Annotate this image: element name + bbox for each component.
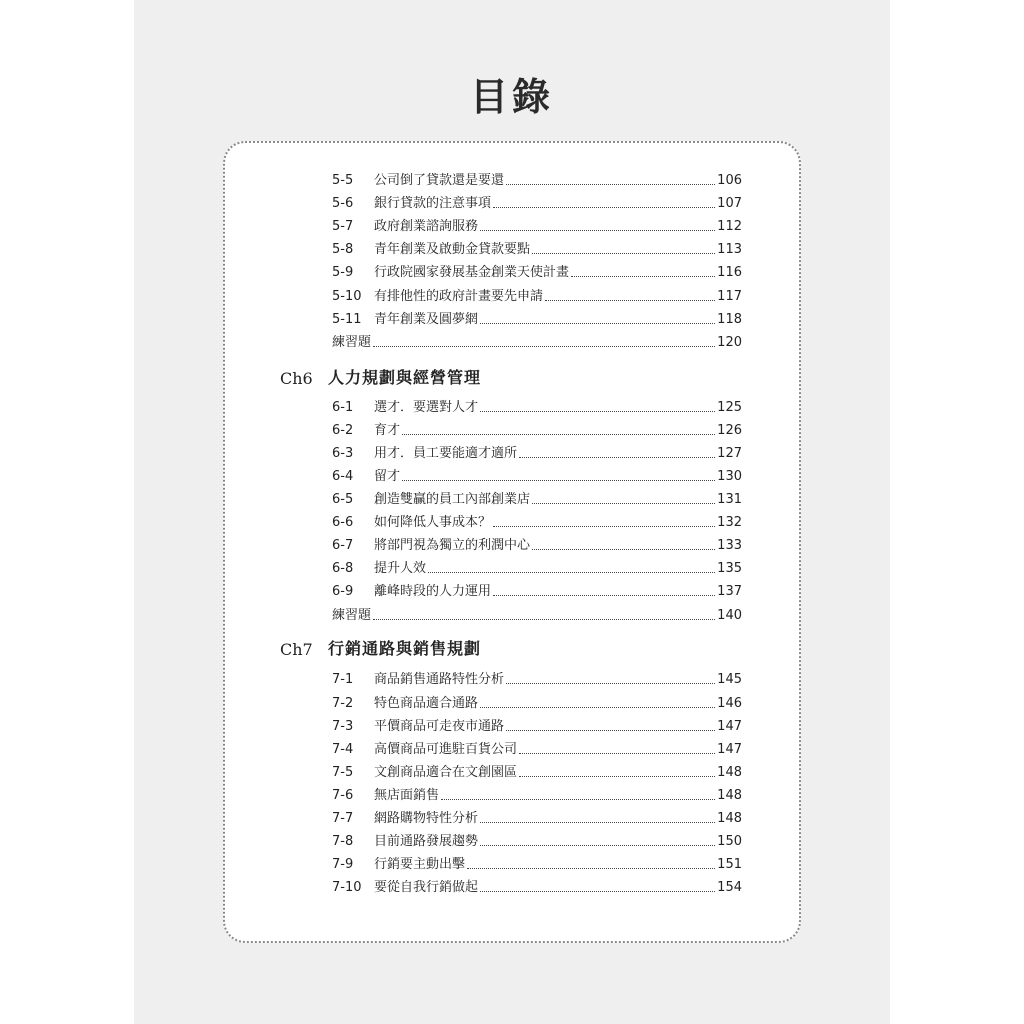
dot-leader <box>480 890 715 892</box>
dot-leader <box>506 682 715 684</box>
entry-page-number: 148 <box>717 811 742 826</box>
toc-entry[interactable] <box>332 602 742 624</box>
entry-title: 行政院國家發展基金創業天使計畫 <box>374 265 570 280</box>
dot-leader <box>441 798 715 800</box>
entry-title: 商品銷售通路特性分析 <box>374 672 505 687</box>
entry-number: 7-6 <box>332 788 354 803</box>
entry-number: 6-2 <box>332 423 354 438</box>
entry-title: 練習題 <box>332 608 372 623</box>
entry-page-number: 146 <box>717 696 742 711</box>
chapter-title: 行銷通路與銷售規劃 <box>328 639 482 658</box>
toc-entry[interactable] <box>332 190 742 212</box>
toc-entry[interactable] <box>332 213 742 235</box>
entry-number: 6-6 <box>332 515 354 530</box>
toc-entry[interactable] <box>332 805 742 827</box>
entry-number: 7-4 <box>332 742 354 757</box>
entry-title: 青年創業及圓夢網 <box>374 312 479 327</box>
dot-leader <box>519 775 715 777</box>
entry-number: 7-5 <box>332 765 354 780</box>
entry-number: 7-1 <box>332 672 354 687</box>
entry-title: 育才 <box>374 423 401 438</box>
entry-title: 留才 <box>374 469 401 484</box>
toc-entry[interactable] <box>332 329 742 351</box>
entry-page-number: 154 <box>717 880 742 895</box>
entry-title: 平價商品可走夜市通路 <box>374 719 505 734</box>
entry-number: 5-9 <box>332 265 354 280</box>
entry-page-number: 120 <box>717 335 742 350</box>
entry-page-number: 145 <box>717 672 742 687</box>
dot-leader <box>532 548 715 550</box>
dot-leader <box>493 594 715 596</box>
entry-number: 5-11 <box>332 312 362 327</box>
toc-entry[interactable] <box>332 759 742 781</box>
dot-leader <box>493 206 715 208</box>
dot-leader <box>402 433 715 435</box>
entry-title: 政府創業諮詢服務 <box>374 219 479 234</box>
entry-page-number: 113 <box>717 242 742 257</box>
entry-title: 文創商品適合在文創園區 <box>374 765 518 780</box>
entry-title: 如何降低人事成本？ <box>374 515 492 530</box>
entry-page-number: 147 <box>717 719 742 734</box>
entry-number: 5-5 <box>332 173 354 188</box>
entry-number: 6-1 <box>332 400 354 415</box>
entry-title: 無店面銷售 <box>374 788 440 803</box>
dot-leader <box>480 844 715 846</box>
entry-title: 行銷要主動出擊 <box>374 857 466 872</box>
entry-page-number: 117 <box>717 289 742 304</box>
dot-leader <box>519 752 715 754</box>
dot-leader <box>519 456 715 458</box>
entry-title: 特色商品適合通路 <box>374 696 479 711</box>
entry-page-number: 133 <box>717 538 742 553</box>
entry-title: 青年創業及啟動金貸款要點 <box>374 242 531 257</box>
entry-page-number: 106 <box>717 173 742 188</box>
chapter-title: 人力規劃與經營管理 <box>328 368 482 387</box>
toc-entry[interactable] <box>332 259 742 281</box>
toc-entry[interactable] <box>332 283 742 305</box>
entry-page-number: 150 <box>717 834 742 849</box>
dot-leader <box>480 821 715 823</box>
entry-number: 6-9 <box>332 584 354 599</box>
entry-number: 5-8 <box>332 242 354 257</box>
dot-leader <box>373 345 715 347</box>
dot-leader <box>402 479 715 481</box>
entry-number: 7-2 <box>332 696 354 711</box>
entry-title: 練習題 <box>332 335 372 350</box>
entry-page-number: 125 <box>717 400 742 415</box>
entry-title: 要從自我行銷做起 <box>374 880 479 895</box>
dot-leader <box>428 571 715 573</box>
toc-entry[interactable] <box>332 828 742 850</box>
toc-entry[interactable] <box>332 417 742 439</box>
dot-leader <box>480 322 715 324</box>
entry-number: 6-5 <box>332 492 354 507</box>
document-page <box>134 0 890 1024</box>
toc-entry[interactable] <box>332 394 742 416</box>
entry-page-number: 140 <box>717 608 742 623</box>
entry-number: 7-9 <box>332 857 354 872</box>
dot-leader <box>545 299 715 301</box>
toc-entry[interactable] <box>332 713 742 735</box>
dot-leader <box>532 502 715 504</box>
toc-entry[interactable] <box>332 167 742 189</box>
entry-title: 用才．員工要能適才適所 <box>374 446 518 461</box>
entry-page-number: 130 <box>717 469 742 484</box>
entry-page-number: 135 <box>717 561 742 576</box>
toc-entry[interactable] <box>332 440 742 462</box>
chapter-code: Ch7 <box>280 640 313 659</box>
dot-leader <box>571 275 715 277</box>
entry-page-number: 151 <box>717 857 742 872</box>
dot-leader <box>506 729 715 731</box>
entry-number: 5-10 <box>332 289 362 304</box>
entry-page-number: 137 <box>717 584 742 599</box>
entry-title: 將部門視為獨立的利潤中心 <box>374 538 531 553</box>
entry-number: 6-3 <box>332 446 354 461</box>
toc-entry[interactable] <box>332 306 742 328</box>
dot-leader <box>480 410 715 412</box>
entry-title: 創造雙贏的員工內部創業店 <box>374 492 531 507</box>
entry-title: 提升人效 <box>374 561 427 576</box>
entry-page-number: 148 <box>717 765 742 780</box>
toc-entry[interactable] <box>332 874 742 896</box>
dot-leader <box>506 183 715 185</box>
entry-number: 5-6 <box>332 196 354 211</box>
chapter-heading <box>280 364 481 388</box>
entry-page-number: 118 <box>717 312 742 327</box>
chapter-heading <box>280 635 481 659</box>
entry-page-number: 131 <box>717 492 742 507</box>
toc-entry[interactable] <box>332 486 742 508</box>
entry-number: 6-4 <box>332 469 354 484</box>
page-title: 目錄 <box>469 74 554 119</box>
entry-title: 網路購物特性分析 <box>374 811 479 826</box>
entry-number: 7-3 <box>332 719 354 734</box>
toc-entry[interactable] <box>332 463 742 485</box>
entry-number: 7-8 <box>332 834 354 849</box>
entry-title: 離峰時段的人力運用 <box>374 584 492 599</box>
entry-page-number: 112 <box>717 219 742 234</box>
entry-number: 6-8 <box>332 561 354 576</box>
entry-page-number: 148 <box>717 788 742 803</box>
entry-title: 選才．要選對人才 <box>374 400 479 415</box>
toc-entry[interactable] <box>332 509 742 531</box>
toc-entry[interactable] <box>332 236 742 258</box>
toc-entry[interactable] <box>332 782 742 804</box>
toc-entry[interactable] <box>332 532 742 554</box>
entry-title: 公司倒了貸款還是要還 <box>374 173 505 188</box>
chapter-code: Ch6 <box>280 369 313 388</box>
entry-title: 目前通路發展趨勢 <box>374 834 479 849</box>
entry-page-number: 132 <box>717 515 742 530</box>
dot-leader <box>480 706 715 708</box>
entry-number: 7-10 <box>332 880 362 895</box>
entry-title: 銀行貸款的注意事項 <box>374 196 492 211</box>
entry-number: 5-7 <box>332 219 354 234</box>
toc-entry[interactable] <box>332 555 742 577</box>
dot-leader <box>493 525 715 527</box>
dot-leader <box>467 867 715 869</box>
toc-entry[interactable] <box>332 851 742 873</box>
entry-title: 高價商品可進駐百貨公司 <box>374 742 518 757</box>
dot-leader <box>373 618 715 620</box>
toc-entry[interactable] <box>332 578 742 600</box>
toc-entry[interactable] <box>332 736 742 758</box>
entry-number: 7-7 <box>332 811 354 826</box>
entry-title: 有排他性的政府計畫要先申請 <box>374 289 544 304</box>
entry-page-number: 107 <box>717 196 742 211</box>
entry-page-number: 127 <box>717 446 742 461</box>
entry-number: 6-7 <box>332 538 354 553</box>
entry-page-number: 147 <box>717 742 742 757</box>
dot-leader <box>532 252 715 254</box>
toc-entry[interactable] <box>332 666 742 688</box>
dot-leader <box>480 229 715 231</box>
entry-page-number: 116 <box>717 265 742 280</box>
entry-page-number: 126 <box>717 423 742 438</box>
toc-entry[interactable] <box>332 690 742 712</box>
